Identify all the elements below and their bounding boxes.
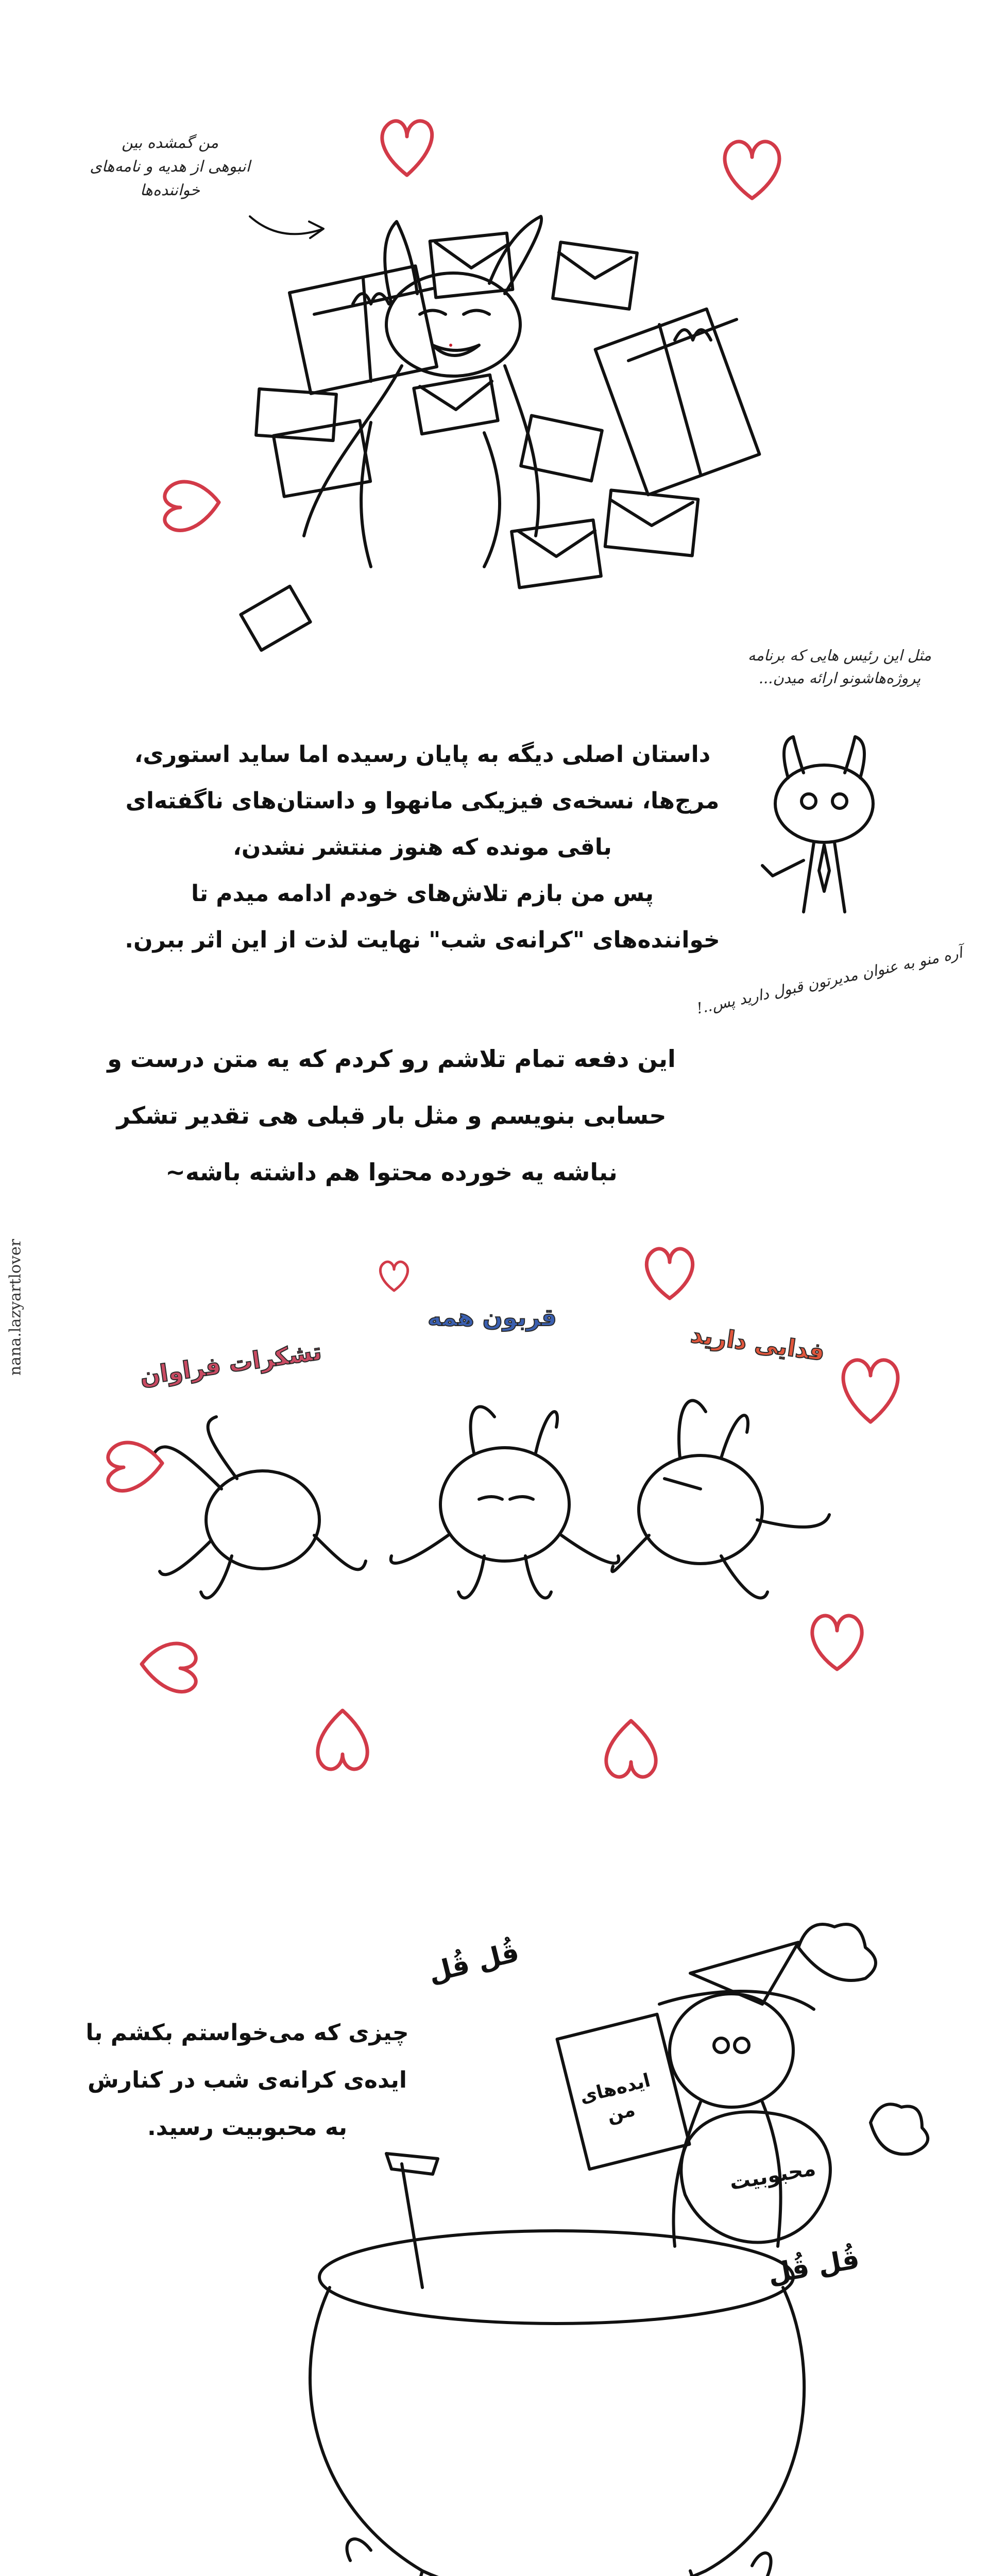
bubbling-sfx-bottom: قُل قُل xyxy=(765,2243,862,2291)
effort-line-1: این دفعه تمام تلاشم رو کردم که یه متن درست و xyxy=(107,1045,676,1073)
heart-icon xyxy=(155,474,227,531)
cauldron-illustration xyxy=(268,1886,886,2576)
watermark: nana.lazyartlover xyxy=(6,1239,25,1376)
heart-icon xyxy=(309,1705,376,1783)
heart-icon xyxy=(376,1257,412,1293)
heart-icon xyxy=(598,1716,664,1788)
buried-note-line-3: خواننده‌ها xyxy=(140,181,200,199)
story-paragraph xyxy=(62,732,783,963)
story-line-2: مرج‌ها، نسخه‌ی فیزیکی مانهوا و داستان‌های ناگفته‌ای xyxy=(125,788,720,814)
manager-bunny-illustration xyxy=(752,737,907,943)
popularity-line-3: به محبوبیت رسید. xyxy=(147,2114,348,2141)
devoted-label: فدایی دارید xyxy=(689,1320,827,1366)
story-line-3: باقی مونده که هنوز منتشر نشدن، xyxy=(233,834,612,860)
heart-icon xyxy=(376,113,438,180)
popularity-line-1: چیزی که می‌خواستم بکشم با xyxy=(86,2020,409,2046)
thanks-label: تشکرات فراوان xyxy=(138,1337,323,1391)
heart-icon xyxy=(98,1432,170,1499)
my-ideas-label: ایده‌های من xyxy=(577,2070,653,2127)
story-line-1: داستان اصلی دیگه به پایان رسیده اما ساید استوری، xyxy=(134,741,711,768)
bubbling-sfx-top: قُل قُل xyxy=(425,1937,522,1989)
heart-icon xyxy=(834,1350,907,1427)
effort-line-2: حسابی بنویسم و مثل بار قبلی هی تقدیر تشکر xyxy=(116,1101,667,1129)
effort-line-3: نباشه یه خورده محتوا هم داشته باشه~ xyxy=(165,1158,618,1186)
manager-note xyxy=(706,644,974,689)
accept-me-note-text: آره منو به عنوان مدیرتون قبول دارید پس..! xyxy=(695,943,964,1018)
manager-note-line-1: مثل این رئیس هایی که برنامه xyxy=(747,647,932,664)
popularity-label: محبوبیت xyxy=(727,2156,818,2195)
buried-note-line-2: انبوهی از هدیه و نامه‌های xyxy=(90,158,250,176)
heart-icon xyxy=(639,1242,701,1303)
buried-note xyxy=(62,131,278,202)
gift-pile-illustration xyxy=(216,206,783,659)
heart-icon xyxy=(716,131,788,204)
heart-icon xyxy=(134,1633,206,1700)
heart-icon xyxy=(804,1607,871,1674)
buried-note-line-1: من گمشده بین xyxy=(121,134,219,152)
story-line-4: پس من بازم تلاش‌های خودم ادامه میدم تا xyxy=(191,880,654,907)
sacrifice-label: قربون همه xyxy=(428,1303,557,1331)
effort-paragraph xyxy=(0,1030,783,1200)
manager-note-line-2: پروژه‌هاشونو ارائه میدن... xyxy=(758,669,921,687)
popularity-line-2: ایده‌ی کرانه‌ی شب در کنارش xyxy=(87,2067,407,2093)
bowing-bunnies-illustration xyxy=(144,1365,876,1674)
story-line-5: خواننده‌های "کرانه‌ی شب" نهایت لذت از این اثر ببرن. xyxy=(125,927,720,953)
